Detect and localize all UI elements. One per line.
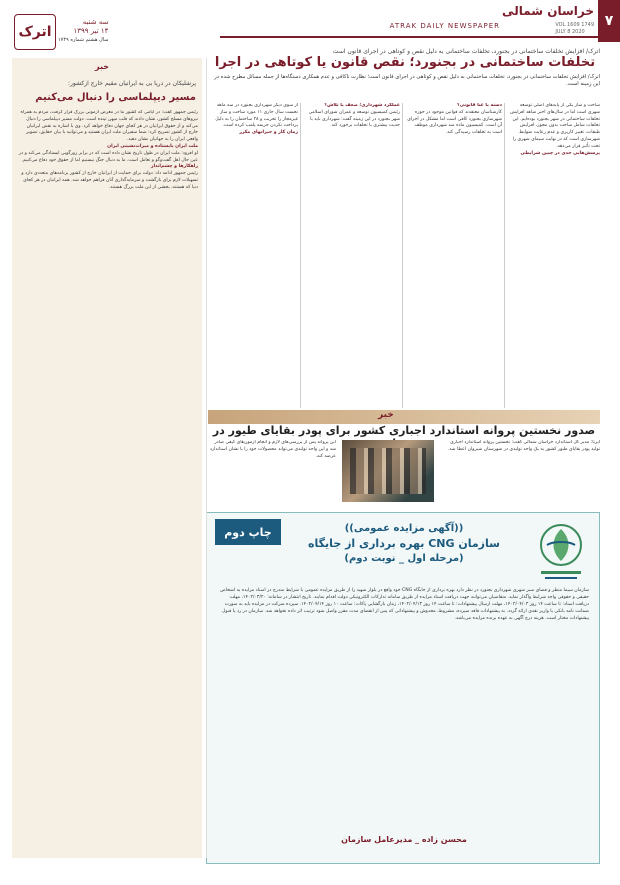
column-text: از سوی دیگر شهرداری بجنورد در سه ماهه نخست سال جاری ۱۱ مورد ساخت و ساز غیرمجاز را تخریب و ۲۸ ساختمان را به دلیل پرداخت نکردن جریمه پلمب کرده است.	[215, 103, 298, 129]
news-banner	[208, 410, 600, 424]
ad-signature: محسن زاده _ مدیرعامل سازمان	[341, 835, 467, 844]
ad-heading: ((آگهی مزایده عمومی))	[344, 523, 464, 534]
column-divider	[504, 103, 505, 408]
left-subhead: راهکارها و چشم‌انداز	[150, 164, 198, 170]
story-column-4	[206, 103, 298, 408]
column-divider	[206, 58, 207, 858]
news-tag: خبر	[378, 410, 394, 420]
issue-number: سال هشتم شماره ۱۷۴۹	[58, 37, 109, 43]
news-photo	[342, 440, 434, 502]
story-column-1	[508, 103, 600, 408]
column-text: ساخت و ساز یکی از پایه‌های اصلی توسعه شهری است اما در سال‌های اخیر شاهد افزایش تخلفات ساختمانی در شهر بجنورد بوده‌ایم. این تخلفات شامل ساخت بدون مجوز، افزایش طبقات، تغییر کاربری و عدم رعایت ضوابط شهرسازی است که در نهایت سیمای شهری را تحت تأثیر قرار می‌دهد.	[510, 103, 600, 149]
left-kicker: پرشلیکان در دریا بی به ایرانیان مقیم خارج ازکشور:	[68, 80, 196, 87]
story-lead: اترک/ افزایش تخلفات ساختمانی در بجنورد، تخلفات ساختمانی به دلیل نقص و کوتاهی در اجرای قانون است؛ نظارت ناکافی و عدم همکاری دستگاه‌ها از جمله مسائل مطرح شده در این زمینه است.	[214, 74, 600, 88]
story-column-3	[304, 103, 400, 408]
issue-date	[58, 18, 108, 45]
volume-info	[555, 22, 594, 36]
volume-line: VOL 1609 1749	[555, 22, 594, 28]
organization-logo-icon	[533, 521, 589, 583]
left-text: رئیس جمهور گفت: در ایامی که کشور ما در معرض آزمونی بزرگ قرار گرفت، مردم به همراه نیروهای مسلح کشور، نشان دادند که قلب میهن تپنده است. دولت مسیر دیپلماسی را دنبال می‌کند و از حقوق ایرانیان در هر کجای جهان دفاع خواهد کرد. وی با اشاره به نقش ایرانیان خارج از کشور تصریح کرد: شما سفیران ملت ایران هستید و می‌توانید با بیان حقایق، تصویر واقعی ایران را به جهانیان نشان دهید.	[20, 110, 198, 143]
news-headline: صدور نخستین پروانه استاندارد اجباری کشور برای پودر بقایای طیور در	[212, 424, 596, 437]
reprint-stamp: چاپ دوم	[215, 519, 281, 545]
news-text-left: این پروانه پس از بررسی‌های لازم و انجام آزمون‌های کیفی صادر شد و این واحد تولیدی می‌تواند محصولات خود را با نشان استاندارد عرضه کند.	[209, 440, 336, 459]
left-story-body	[16, 110, 198, 855]
ad-body: سازمان سیما منظر و فضای سبز شهری شهرداری بجنورد در نظر دارد بهره برداری از جایگاه CNG خود واقع در بلوار شهید را از طریق مزایده عمومی با شرایط مندرج در اسناد مزایده به اشخاص حقیقی و حقوقی واجد شرایط واگذار نماید. متقاضیان می‌توانند جهت دریافت اسناد مزایده از طریق سامانه تدارکات الکترونیکی دولت اقدام نمایند. تاریخ انتشار در سامانه: ۱۴۰۲/۰۳/۲۰، مهلت دریافت اسناد: تا ساعت ۱۴ روز ۱۴۰۲/۰۴/۰۳، مهلت ارسال پیشنهادات: تا ساعت ۱۴ روز ۱۴۰۲/۰۴/۱۳، زمان بازگشایی پاکات: ساعت ۱۰ روز ۱۴۰۲/۰۴/۱۴. سپرده شرکت در مزایده باید به صورت ضمانت نامه بانکی یا واریز نقدی ارائه گردد. به پیشنهادات فاقد سپرده، مشروط، مخدوش و پیشنهاداتی که پس از انقضای مدت مقرر واصل شود ترتیب اثر داده نخواهد شد. سازمان در رد یا قبول پیشنهادات مختار است. هزینه درج آگهی به عهده برنده مزایده می‌باشد.	[220, 588, 589, 621]
newspaper-logo: اترک	[14, 14, 56, 50]
story-headline: تخلفات ساختمانی در بجنورد؛ نقص قانون یا کوتاهی در اجرا	[214, 55, 596, 70]
story-kicker: اترک/ افزایش تخلفات ساختمانی در بجنورد، تخلفات ساختمانی به دلیل نقص و کوتاهی در اجرای قانون است	[332, 48, 600, 55]
column-subhead: دسته یا غنا قانونی؟	[457, 103, 502, 108]
left-subhead: ملت ایران بایستاده و میراث‌نشینی ایران	[107, 143, 198, 149]
left-text: او افزود: ملت ایران در طول تاریخ نشان داده است که در برابر زورگویی ایستادگی می‌کند و در عین حال اهل گفت‌وگو و تعامل است. ما به دنبال جنگ نیستیم اما از حقوق خود دفاع می‌کنیم.	[18, 150, 198, 163]
weekday: سه شنبه	[82, 18, 109, 26]
story-column-2	[406, 103, 502, 408]
column-text: کارشناسان معتقدند که قوانین موجود در حوزه شهرسازی بجنورد کافی است اما مشکل در اجرای آن است. کمیسیون ماده صد شهرداری موظف است به تخلفات رسیدگی کند.	[407, 109, 502, 136]
date-line-en: JULY 8 2020	[555, 29, 585, 35]
news-text-right: ایرنا: مدیر کل استاندارد خراسان شمالی گفت: نخستین پروانه استاندارد اجباری تولید پودر بقایای طیور کشور به یک واحد تولیدی در شهرستان شیروان اعطا شد.	[447, 440, 600, 452]
date: ۱۴ تیر ۱۳۹۹	[73, 27, 109, 35]
auction-advertisement	[206, 512, 600, 864]
paper-name: ATRAK DAILY NEWSPAPER	[389, 22, 500, 30]
page-number: ۷	[598, 0, 620, 42]
left-text: رئیس جمهور ادامه داد: دولت برای حمایت از ایرانیان خارج از کشور برنامه‌های متعددی دارد و تسهیلات لازم برای بازگشت و سرمایه‌گذاری آنان فراهم خواهد شد. همه ایرانیان در هر کجای دنیا که هستند، بخشی از این ملت بزرگ هستند.	[21, 171, 198, 190]
column-divider	[402, 103, 403, 408]
left-headline: مسیر دیپلماسی را دنبال می‌کنیم	[35, 92, 196, 103]
column-subhead: پرسش‌هایی جدی در چنین شرایطی	[520, 150, 600, 156]
left-tag: خبر	[94, 62, 109, 71]
column-subhead: عملکرد شهرداری؛ ضعف یا تلاش؟	[324, 103, 400, 108]
section-name: خراسان شمالی	[502, 4, 594, 18]
column-divider	[300, 103, 301, 408]
header-rule	[220, 36, 620, 38]
ad-stage: (مرحله اول _ نوبت دوم)	[344, 553, 464, 564]
ad-subject: بهره برداری از جایگاه CNG سازمان	[308, 537, 500, 550]
column-text: رئیس کمیسیون توسعه و عمران شورای اسلامی شهر بجنورد در این زمینه گفت: شهرداری باید با جدیت بیشتری با تخلفات برخورد کند.	[308, 109, 400, 129]
column-subhead: زمان کار و جبرانهای مکرر	[239, 130, 298, 136]
